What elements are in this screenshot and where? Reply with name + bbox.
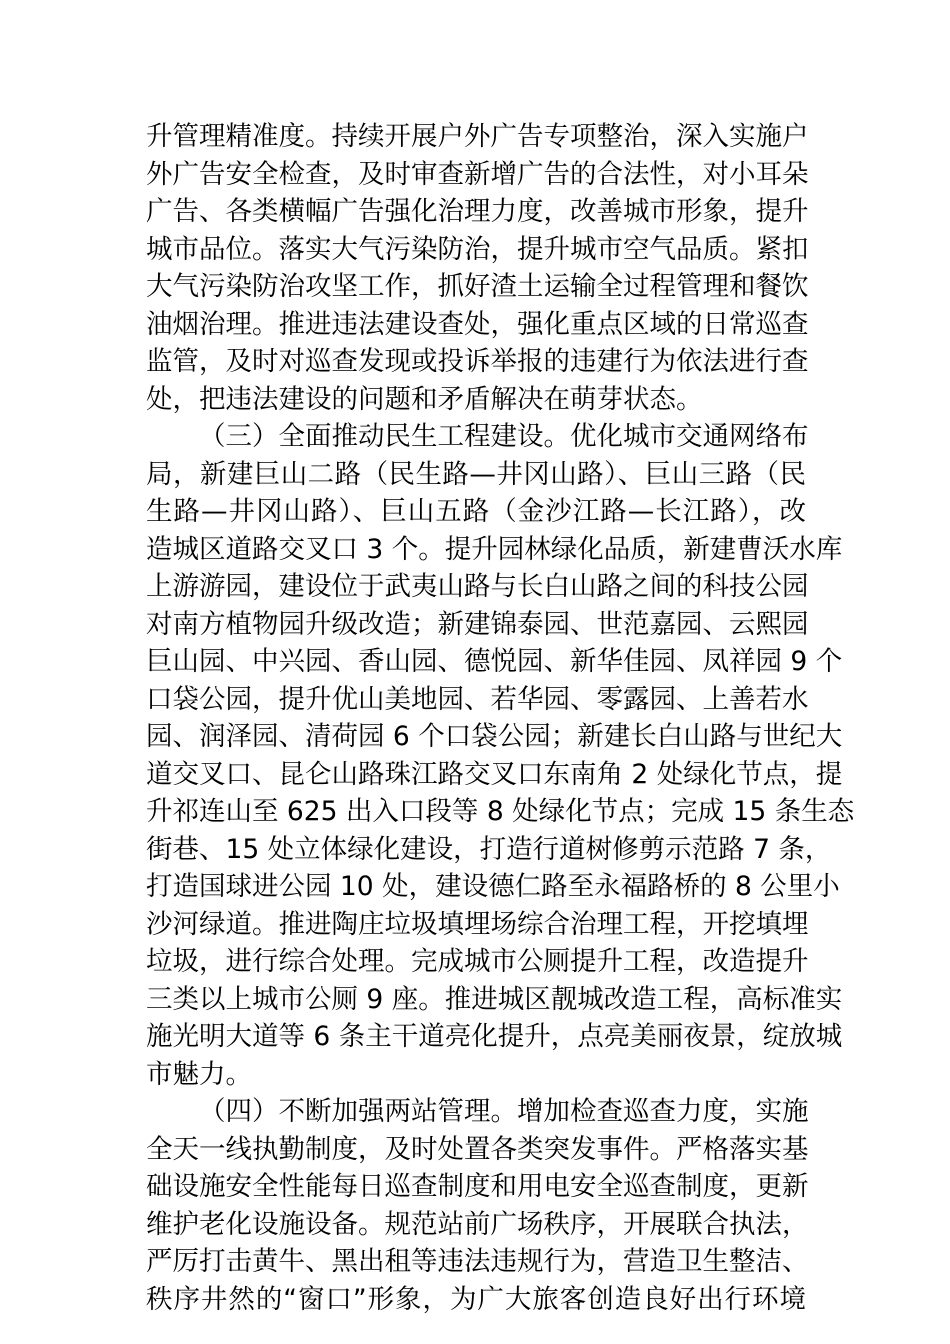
text-line: 处，把违法建设的问题和矛盾解决在萌芽状态。: [146, 383, 703, 415]
text-line: 维护老化设施设备。规范站前广场秩序，开展联合执法，: [146, 1208, 809, 1240]
text-line: 园、润泽园、清荷园 6 个口袋公园；新建长白山路与世纪大: [146, 721, 843, 752]
text-line: 三类以上城市公厕 9 座。推进城区靓城改造工程，高标准实: [146, 983, 843, 1015]
text-line: 对南方植物园升级改造；新建锦泰园、世范嘉园、云熙园: [146, 608, 809, 640]
text-line: 城市品位。落实大气污染防治，提升城市空气品质。紧扣: [146, 233, 809, 265]
text-line: 街巷、15 处立体绿化建设，打造行道树修剪示范路 7 条，: [146, 833, 832, 865]
text-line: 油烟治理。推进违法建设查处，强化重点区域的日常巡查: [146, 308, 809, 340]
text-line: 垃圾，进行综合处理。完成城市公厕提升工程，改造提升: [146, 946, 809, 977]
text-line: 广告、各类横幅广告强化治理力度，改善城市形象，提升: [146, 196, 809, 227]
text-line: 外广告安全检查，及时审查新增广告的合法性，对小耳朵: [146, 158, 809, 190]
text-line: 上游游园，建设位于武夷山路与长白山路之间的科技公园: [146, 571, 809, 602]
text-line: 大气污染防治攻坚工作，抓好渣土运输全过程管理和餐饮: [146, 271, 809, 302]
text-line: 施光明大道等 6 条主干道亮化提升，点亮美丽夜景，绽放城: [146, 1021, 843, 1052]
text-line: 全天一线执勤制度，及时处置各类突发事件。严格落实基: [146, 1133, 809, 1165]
document-body: [146, 118, 855, 1318]
text-line: 巨山园、中兴园、香山园、德悦园、新华佳园、凤祥园 9 个: [146, 646, 843, 677]
text-line: 严厉打击黄牛、黑出租等违法违规行为，营造卫生整洁、: [146, 1246, 809, 1277]
section-4-heading-line: （四）不断加强两站管理。增加检查巡查力度，实施: [199, 1096, 809, 1127]
text-line: 监管，及时对巡查发现或投诉举报的违建行为依法进行查: [146, 346, 809, 377]
text-line: 打造国球进公园 10 处，建设德仁路至永福路桥的 8 公里小: [146, 871, 840, 902]
text-line: 局，新建巨山二路（民生路—井冈山路）、巨山三路（民: [146, 458, 806, 490]
text-line: 生路—井冈山路）、巨山五路（金沙江路—长江路），改: [146, 496, 806, 527]
text-line: 沙河绿道。推进陶庄垃圾填埋场综合治理工程，开挖填埋: [146, 908, 809, 940]
text-line: 础设施安全性能每日巡查制度和用电安全巡查制度，更新: [146, 1171, 809, 1202]
text-line: 口袋公园，提升优山美地园、若华园、零露园、上善若水: [146, 683, 809, 715]
text-line: 升祁连山至 625 出入口段等 8 处绿化节点；完成 15 条生态: [146, 796, 855, 827]
text-line: 秩序井然的“窗口”形象，为广大旅客创造良好出行环境: [146, 1283, 806, 1315]
section-3-heading-line: （三）全面推动民生工程建设。优化城市交通网络布: [199, 421, 809, 452]
text-line: 升管理精准度。持续开展户外广告专项整治，深入实施户: [146, 121, 809, 152]
text-line: 市魅力。: [146, 1058, 252, 1090]
text-line: 道交叉口、昆仑山路珠江路交叉口东南角 2 处绿化节点，提: [146, 758, 843, 790]
text-line: 造城区道路交叉口 3 个。提升园林绿化品质，新建曹沃水库: [146, 533, 843, 565]
